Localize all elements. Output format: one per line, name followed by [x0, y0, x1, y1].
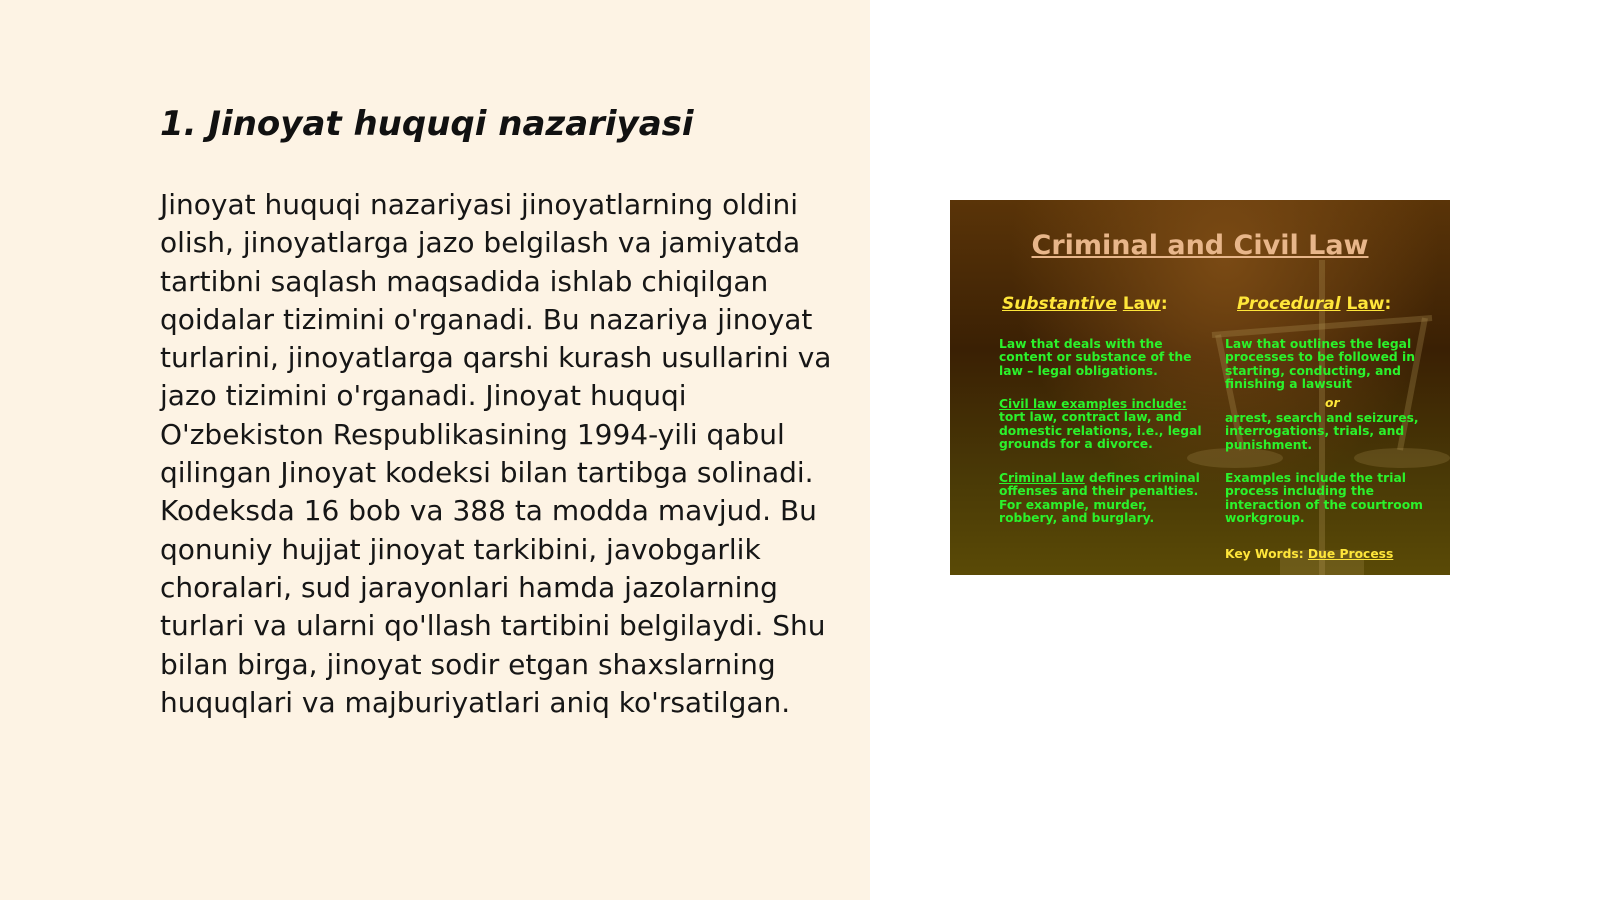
slide-body-text: Jinoyat huquqi nazariyasi jinoyatlarning oldini olish, jinoyatlarga jazo belgilash va jamiyatda tartibni saqlash maqsadida ishlab chiqilgan qoidalar tizimini o'rganadi. Bu nazariya jinoyat turlarini, jinoyatlarga qarshi kurash usullarini va jazo tizimini o'rganadi. Jinoyat huquqi O'zbekiston Respublikasining 1994-yili qabul qilingan Jinoyat kodeksi bilan tartibga solinadi. Kodeksda 16 bob va 388 ta modda mavjud. Bu qonuniy hujjat jinoyat tarkibini, javobgarlik choralari, sud jarayonlari hamda jazolarning turlari va ularni qo'llash tartibini belgilaydi. Shu bilan birga, jinoyat sodir etgan shaxslarning huquqlari va majburiyatlari aniq ko'rsatilgan. [160, 188, 832, 719]
picture-title: Criminal and Civil Law [1031, 230, 1369, 261]
criminal-civil-law-image [950, 200, 1450, 575]
criminal-law-definition [999, 472, 1209, 525]
civil-law-label: Civil law examples include: [999, 397, 1187, 411]
procedural-examples: Examples include the trial process including the interaction of the courtroom workgroup. [1225, 471, 1423, 525]
substantive-definition: Law that deals with the content or substance of the law – legal obligations. [999, 337, 1192, 378]
criminal-law-text: defines criminal offenses and their penalties. For example, murder, robbery, and burglary. [999, 471, 1200, 525]
civil-law-text: tort law, contract law, and domestic relations, i.e., legal grounds for a divorce. [999, 410, 1202, 451]
colon: : [1384, 294, 1392, 314]
key-words-value: Due Process [1307, 547, 1394, 561]
substantive-word: Substantive [1002, 294, 1117, 314]
slide-title: 1. Jinoyat huquqi nazariyasi [160, 104, 694, 144]
key-words [1225, 547, 1393, 561]
law-word: Law [1122, 294, 1161, 314]
or-word: or [1325, 396, 1340, 410]
key-words-label: Key Words: [1225, 547, 1304, 561]
procedural-word: Procedural [1237, 294, 1341, 314]
civil-law-examples [999, 398, 1209, 451]
substantive-law-heading [1002, 294, 1168, 314]
law-word: Law [1346, 294, 1385, 314]
procedural-law-heading [1237, 294, 1391, 314]
criminal-law-label: Criminal law [999, 471, 1085, 485]
procedural-definition: Law that outlines the legal processes to be followed in starting, conducting, and finishing a lawsuit [1225, 337, 1415, 391]
arrest-examples: arrest, search and seizures, interrogations, trials, and punishment. [1225, 411, 1419, 452]
colon: : [1160, 294, 1168, 314]
